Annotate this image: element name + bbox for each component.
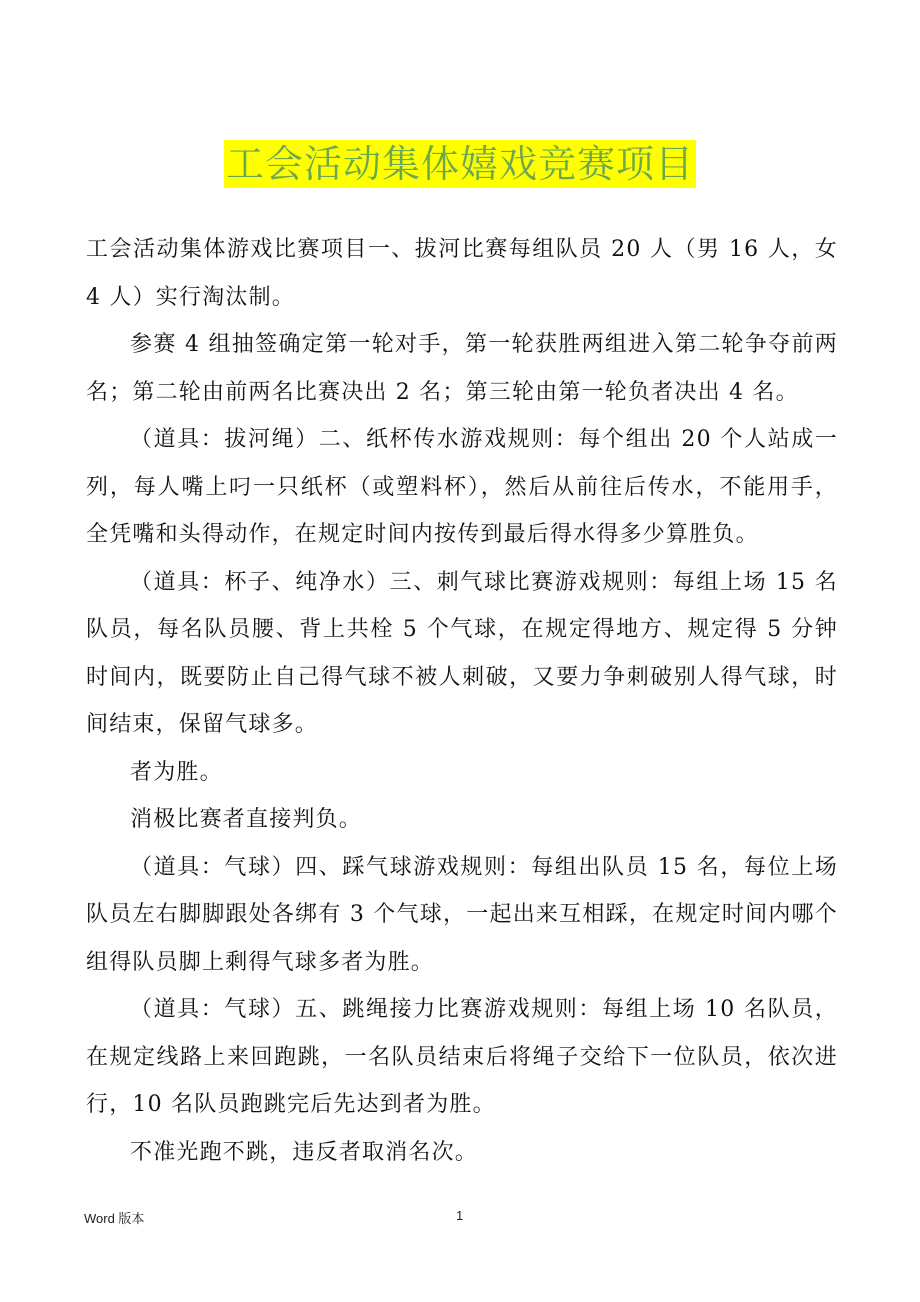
paragraph-jump-rope-rule: 不准光跑不跳，违反者取消名次。 <box>130 1139 479 1165</box>
title-container <box>0 140 920 188</box>
paragraph-tug-of-war-intro: 工会活动集体游戏比赛项目一、拔河比赛每组队员 20 人（男 16 人，女 4 人）实行淘汰制。 <box>86 237 838 310</box>
paragraph-jump-rope-relay: （道具：气球）五、跳绳接力比赛游戏规则：每组上场 10 名队员，在规定线路上来回跑跳，一名队员结束后将绳子交给下一位队员，依次进行，10 名队员跑跳完后先达到者为胜。 <box>86 997 838 1117</box>
paragraph-passive-penalty: 消极比赛者直接判负。 <box>130 807 363 832</box>
document-title: 工会活动集体嬉戏竞赛项目 <box>225 142 694 186</box>
paragraph-winner-note: 者为胜。 <box>130 759 223 785</box>
document-body <box>86 226 838 1176</box>
paragraph-tug-of-war-rounds: 参赛 4 组抽签确定第一轮对手，第一轮获胜两组进入第二轮争夺前两名；第二轮由前两名比赛决出 2 名；第三轮由第一轮负者决出 4 名。 <box>86 332 838 405</box>
footer-version-label: Word 版本 <box>84 1211 145 1226</box>
paragraph-balloon-pop: （道具：杯子、纯净水）三、刺气球比赛游戏规则：每组上场 15 名队员，每名队员腰、背上共栓 5 个气球，在规定得地方、规定得 5 分钟时间内，既要防止自己得气球不被人刺破，又要力争刺破别人得气球，时间结束，保留气球多。 <box>86 569 838 737</box>
footer-page-number: 1 <box>456 1208 464 1223</box>
paragraph-balloon-stomp: （道具：气球）四、踩气球游戏规则：每组出队员 15 名，每位上场队员左右脚脚跟处各绑有 3 个气球，一起出来互相踩，在规定时间内哪个组得队员脚上剩得气球多者为胜。 <box>86 854 838 975</box>
paragraph-cup-water-relay: （道具：拔河绳）二、纸杯传水游戏规则：每个组出 20 个人站成一列，每人嘴上叼一只纸杯（或塑料杯），然后从前往后传水，不能用手，全凭嘴和头得动作，在规定时间内按传到最后得水得多少算胜负。 <box>86 427 838 547</box>
